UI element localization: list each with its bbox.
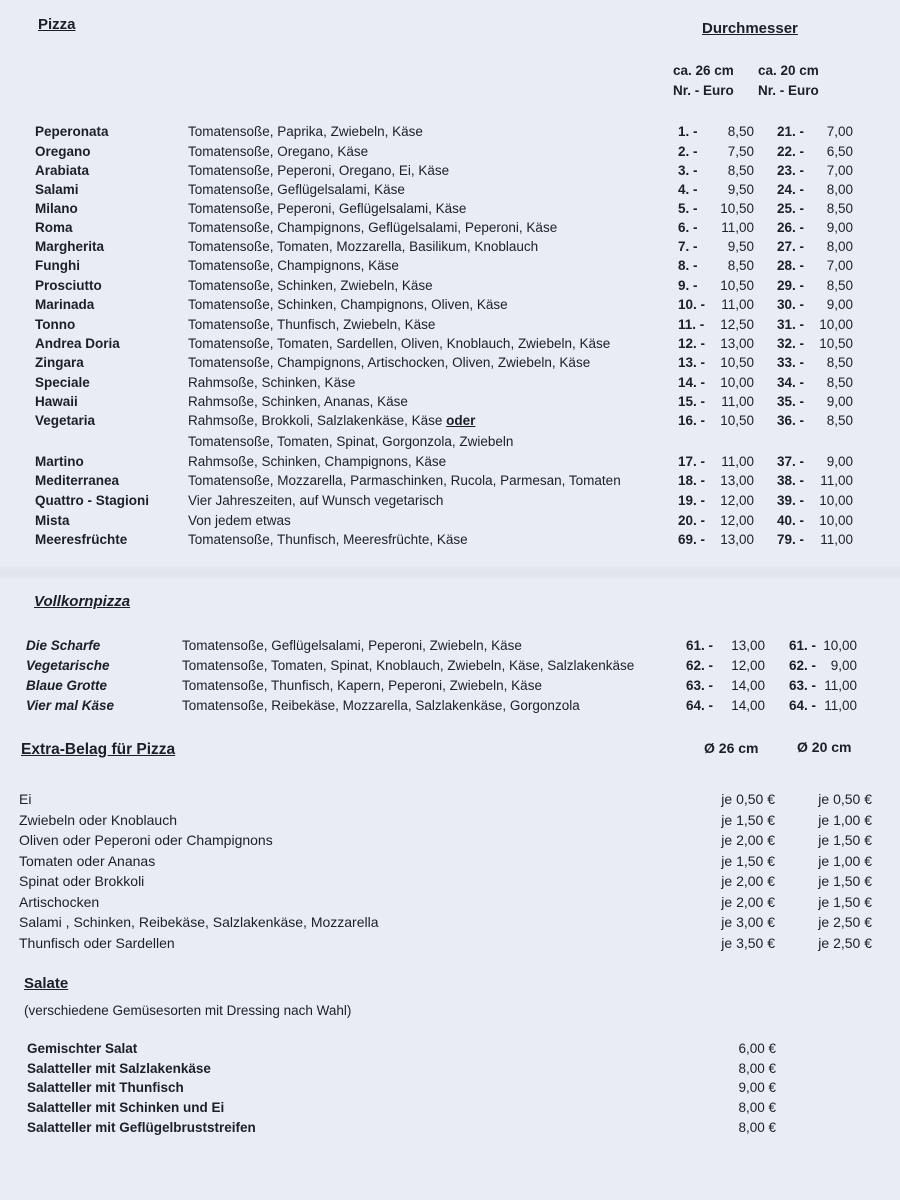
vollkorn-row	[0, 638, 900, 657]
pizza-name: Salami	[35, 182, 79, 197]
extra-name: Zwiebeln oder Knoblauch	[19, 812, 177, 828]
pizza-row	[0, 473, 900, 492]
pizza-price-small: 7,00	[826, 258, 853, 273]
pizza-price-large: 10,50	[720, 278, 754, 293]
pizza-name: Martino	[35, 454, 84, 469]
pizza-price-small: 6,50	[826, 144, 853, 159]
pizza-price-small: 11,00	[820, 532, 853, 547]
pizza-number-small: 30. -	[777, 297, 805, 312]
pizza-price-large: 8,50	[727, 163, 754, 178]
pizza-row	[0, 513, 900, 532]
pizza-price-large: 10,50	[720, 355, 754, 370]
pizza-price-large: 12,50	[720, 317, 754, 332]
pizza-number-small: 39. -	[777, 493, 805, 508]
pizza-description: Von jedem etwas	[188, 513, 291, 528]
pizza-number-large: 17. -	[678, 454, 706, 469]
pizza-number-small: 22. -	[777, 144, 805, 159]
pizza-price-large: 7,50	[727, 144, 754, 159]
vollkorn-number-large: 64. -	[686, 698, 714, 713]
vollkorn-number-small: 61. -	[789, 638, 817, 653]
pizza-row	[0, 182, 900, 201]
vollkorn-price-large: 14,00	[731, 678, 765, 693]
vollkorn-price-small: 11,00	[824, 698, 857, 713]
vollkorn-name: Vier mal Käse	[26, 698, 115, 713]
vollkorn-row	[0, 678, 900, 697]
vollkorn-description: Tomatensoße, Thunfisch, Kapern, Peperoni, Zwiebeln, Käse	[182, 678, 542, 693]
pizza-row	[0, 201, 900, 220]
pizza-number-small: 23. -	[777, 163, 805, 178]
pizza-name: Mediterranea	[35, 473, 120, 488]
pizza-number-large: 15. -	[678, 394, 706, 409]
vollkorn-price-large: 14,00	[731, 698, 765, 713]
vollkorn-price-large: 13,00	[731, 638, 765, 653]
pizza-number-large: 3. -	[678, 163, 698, 178]
col2-subheading: Nr. - Euro	[758, 83, 819, 98]
pizza-number-small: 31. -	[777, 317, 805, 332]
pizza-row	[0, 493, 900, 512]
vollkorn-number-large: 62. -	[686, 658, 714, 673]
salad-name: Gemischter Salat	[27, 1041, 138, 1056]
pizza-description: Tomatensoße, Schinken, Zwiebeln, Käse	[188, 278, 433, 293]
pizza-row	[0, 239, 900, 258]
extra-col2-heading: Ø 20 cm	[797, 739, 852, 755]
salad-row	[0, 1061, 900, 1080]
pizza-price-small: 9,00	[826, 454, 853, 469]
pizza-price-small: 8,50	[826, 278, 853, 293]
pizza-row	[0, 163, 900, 182]
pizza-description: Vier Jahreszeiten, auf Wunsch vegetarisch	[188, 493, 444, 508]
pizza-name: Quattro - Stagioni	[35, 493, 149, 508]
pizza-number-large: 20. -	[678, 513, 706, 528]
pizza-row	[0, 220, 900, 239]
salad-price: 8,00 €	[738, 1100, 776, 1115]
extra-row	[0, 873, 900, 892]
pizza-number-small: 32. -	[777, 336, 805, 351]
pizza-price-large: 13,00	[720, 473, 754, 488]
extra-price-small: je 1,00 €	[818, 853, 872, 869]
pizza-number-large: 7. -	[678, 239, 698, 254]
pizza-row	[0, 394, 900, 413]
pizza-number-large: 16. -	[678, 413, 706, 428]
vollkorn-number-small: 63. -	[789, 678, 817, 693]
pizza-price-large: 10,00	[720, 375, 754, 390]
vollkorn-number-large: 61. -	[686, 638, 714, 653]
pizza-number-large: 5. -	[678, 201, 698, 216]
pizza-description: Tomatensoße, Peperoni, Oregano, Ei, Käse	[188, 163, 450, 178]
pizza-price-large: 13,00	[720, 532, 754, 547]
pizza-name: Meeresfrüchte	[35, 532, 128, 547]
pizza-title: Pizza	[38, 16, 76, 33]
pizza-price-small: 7,00	[826, 124, 853, 139]
pizza-row	[0, 317, 900, 336]
extra-row	[0, 832, 900, 851]
pizza-price-large: 8,50	[727, 258, 754, 273]
pizza-name: Funghi	[35, 258, 80, 273]
pizza-name: Peperonata	[35, 124, 109, 139]
pizza-number-large: 6. -	[678, 220, 698, 235]
pizza-number-small: 27. -	[777, 239, 805, 254]
pizza-description: Tomatensoße, Champignons, Artischocken, Oliven, Zwiebeln, Käse	[188, 355, 591, 370]
pizza-description: Rahmsoße, Schinken, Ananas, Käse	[188, 394, 408, 409]
pizza-price-small: 10,00	[819, 493, 853, 508]
extra-row	[0, 853, 900, 872]
extra-price-small: je 0,50 €	[818, 791, 872, 807]
pizza-name: Zingara	[35, 355, 84, 370]
extra-name: Thunfisch oder Sardellen	[19, 935, 175, 951]
pizza-price-large: 11,00	[721, 297, 754, 312]
pizza-number-small: 33. -	[777, 355, 805, 370]
pizza-number-large: 10. -	[678, 297, 706, 312]
pizza-description: Tomatensoße, Tomaten, Sardellen, Oliven, Knoblauch, Zwiebeln, Käse	[188, 336, 611, 351]
pizza-price-small: 9,00	[826, 220, 853, 235]
salad-row	[0, 1041, 900, 1060]
pizza-price-small: 8,50	[826, 413, 853, 428]
vollkorn-price-small: 11,00	[824, 678, 857, 693]
pizza-number-small: 34. -	[777, 375, 805, 390]
extra-name: Artischocken	[19, 894, 100, 910]
extra-price-large: je 1,50 €	[721, 812, 775, 828]
extra-price-large: je 3,50 €	[721, 935, 775, 951]
pizza-number-small: 79. -	[777, 532, 805, 547]
extra-row	[0, 791, 900, 810]
pizza-row	[0, 144, 900, 163]
pizza-price-large: 10,50	[720, 201, 754, 216]
pizza-row	[0, 297, 900, 316]
pizza-description: Tomatensoße, Tomaten, Mozzarella, Basilikum, Knoblauch	[188, 239, 539, 254]
pizza-number-small: 36. -	[777, 413, 805, 428]
salad-price: 9,00 €	[738, 1080, 776, 1095]
vollkorn-number-small: 62. -	[789, 658, 817, 673]
pizza-number-large: 8. -	[678, 258, 698, 273]
vollkorn-price-small: 9,00	[830, 658, 857, 673]
extra-name: Salami , Schinken, Reibekäse, Salzlakenkäse, Mozzarella	[19, 914, 379, 930]
vollkorn-description: Tomatensoße, Geflügelsalami, Peperoni, Zwiebeln, Käse	[182, 638, 522, 653]
pizza-description: Tomatensoße, Champignons, Käse	[188, 258, 399, 273]
extra-row	[0, 812, 900, 831]
extra-name: Tomaten oder Ananas	[19, 853, 156, 869]
pizza-price-large: 11,00	[721, 394, 754, 409]
pizza-name: Milano	[35, 201, 78, 216]
pizza-price-small: 10,00	[819, 513, 853, 528]
salad-row	[0, 1100, 900, 1119]
pizza-description: Tomatensoße, Champignons, Geflügelsalami, Peperoni, Käse	[188, 220, 558, 235]
pizza-description: Tomatensoße, Oregano, Käse	[188, 144, 369, 159]
pizza-name: Hawaii	[35, 394, 78, 409]
extra-price-small: je 1,50 €	[818, 873, 872, 889]
pizza-price-large: 8,50	[727, 124, 754, 139]
salad-price: 6,00 €	[738, 1041, 776, 1056]
pizza-name: Speciale	[35, 375, 90, 390]
pizza-description: Rahmsoße, Schinken, Käse	[188, 375, 356, 390]
extra-price-large: je 2,00 €	[721, 894, 775, 910]
pizza-name: Andrea Doria	[35, 336, 120, 351]
extra-price-large: je 2,00 €	[721, 832, 775, 848]
pizza-row	[0, 434, 900, 453]
pizza-description: Tomatensoße, Tomaten, Spinat, Gorgonzola, Zwiebeln	[188, 434, 514, 449]
col2-size: ca. 20 cm	[758, 63, 819, 78]
pizza-number-large: 11. -	[678, 317, 705, 332]
paper-fold	[0, 566, 900, 580]
salad-name: Salatteller mit Salzlakenkäse	[27, 1061, 211, 1076]
pizza-price-large: 9,50	[727, 182, 754, 197]
pizza-number-large: 18. -	[678, 473, 706, 488]
pizza-price-large: 12,00	[720, 513, 754, 528]
pizza-number-large: 69. -	[678, 532, 706, 547]
salad-price: 8,00 €	[738, 1120, 776, 1135]
extra-title: Extra-Belag für Pizza	[21, 741, 176, 758]
extra-price-small: je 2,50 €	[818, 935, 872, 951]
salate-title: Salate	[24, 975, 69, 992]
vollkorn-description: Tomatensoße, Reibekäse, Mozzarella, Salzlakenkäse, Gorgonzola	[182, 698, 580, 713]
pizza-number-large: 13. -	[678, 355, 706, 370]
extra-price-small: je 1,50 €	[818, 832, 872, 848]
vollkorn-price-small: 10,00	[823, 638, 857, 653]
pizza-number-small: 38. -	[777, 473, 805, 488]
pizza-row	[0, 278, 900, 297]
pizza-row	[0, 336, 900, 355]
extra-name: Spinat oder Brokkoli	[19, 873, 145, 889]
pizza-name: Arabiata	[35, 163, 90, 178]
pizza-price-small: 8,00	[826, 182, 853, 197]
salad-name: Salatteller mit Geflügelbruststreifen	[27, 1120, 256, 1135]
pizza-description: Tomatensoße, Paprika, Zwiebeln, Käse	[188, 124, 423, 139]
col1-subheading: Nr. - Euro	[673, 83, 734, 98]
pizza-number-small: 37. -	[777, 454, 805, 469]
pizza-price-small: 11,00	[820, 473, 853, 488]
pizza-number-small: 40. -	[777, 513, 805, 528]
extra-price-large: je 0,50 €	[721, 791, 775, 807]
extra-name: Oliven oder Peperoni oder Champignons	[19, 832, 273, 848]
salad-price: 8,00 €	[738, 1061, 776, 1076]
salate-subtitle: (verschiedene Gemüsesorten mit Dressing nach Wahl)	[24, 1003, 352, 1018]
salad-row	[0, 1120, 900, 1139]
pizza-price-large: 10,50	[720, 413, 754, 428]
vollkorn-name: Blaue Grotte	[26, 678, 108, 693]
pizza-price-large: 12,00	[720, 493, 754, 508]
pizza-row	[0, 355, 900, 374]
pizza-price-large: 13,00	[720, 336, 754, 351]
extra-row	[0, 914, 900, 933]
salad-name: Salatteller mit Schinken und Ei	[27, 1100, 225, 1115]
vegetaria-oder: oder	[446, 413, 476, 428]
pizza-description: Rahmsoße, Schinken, Champignons, Käse	[188, 454, 447, 469]
pizza-price-small: 7,00	[826, 163, 853, 178]
extra-price-large: je 3,00 €	[721, 914, 775, 930]
pizza-description: Tomatensoße, Peperoni, Geflügelsalami, Käse	[188, 201, 467, 216]
pizza-description: Rahmsoße, Brokkoli, Salzlakenkäse, Käse oder	[188, 413, 476, 428]
pizza-number-large: 12. -	[678, 336, 706, 351]
pizza-price-small: 8,50	[826, 375, 853, 390]
pizza-price-small: 10,50	[819, 336, 853, 351]
pizza-price-large: 9,50	[727, 239, 754, 254]
pizza-number-small: 26. -	[777, 220, 805, 235]
pizza-number-large: 2. -	[678, 144, 698, 159]
pizza-name: Prosciutto	[35, 278, 102, 293]
vollkorn-title: Vollkornpizza	[34, 593, 131, 610]
pizza-price-large: 11,00	[721, 454, 754, 469]
pizza-number-large: 14. -	[678, 375, 706, 390]
pizza-row	[0, 124, 900, 143]
pizza-price-small: 8,00	[826, 239, 853, 254]
pizza-name: Marinada	[35, 297, 95, 312]
extra-price-small: je 1,50 €	[818, 894, 872, 910]
pizza-row	[0, 413, 900, 432]
pizza-name: Tonno	[35, 317, 76, 332]
pizza-price-small: 9,00	[826, 394, 853, 409]
pizza-number-small: 21. -	[777, 124, 805, 139]
pizza-number-large: 4. -	[678, 182, 698, 197]
col1-size: ca. 26 cm	[673, 63, 734, 78]
pizza-description: Tomatensoße, Mozzarella, Parmaschinken, Rucola, Parmesan, Tomaten	[188, 473, 621, 488]
pizza-name: Vegetaria	[35, 413, 96, 428]
vollkorn-row	[0, 658, 900, 677]
pizza-number-large: 1. -	[678, 124, 698, 139]
pizza-number-small: 25. -	[777, 201, 805, 216]
pizza-number-small: 24. -	[777, 182, 805, 197]
vollkorn-description: Tomatensoße, Tomaten, Spinat, Knoblauch, Zwiebeln, Käse, Salzlakenkäse	[182, 658, 635, 673]
pizza-row	[0, 375, 900, 394]
pizza-price-small: 10,00	[819, 317, 853, 332]
extra-price-large: je 2,00 €	[721, 873, 775, 889]
pizza-number-small: 29. -	[777, 278, 805, 293]
extra-price-small: je 1,00 €	[818, 812, 872, 828]
extra-col1-heading: Ø 26 cm	[704, 740, 759, 756]
pizza-price-small: 8,50	[826, 201, 853, 216]
extra-row	[0, 935, 900, 954]
salad-row	[0, 1080, 900, 1099]
pizza-name: Margherita	[35, 239, 105, 254]
extra-price-large: je 1,50 €	[721, 853, 775, 869]
extra-name: Ei	[19, 791, 32, 807]
vollkorn-name: Vegetarische	[26, 658, 110, 673]
pizza-description: Tomatensoße, Schinken, Champignons, Oliven, Käse	[188, 297, 508, 312]
pizza-description: Tomatensoße, Thunfisch, Meeresfrüchte, Käse	[188, 532, 468, 547]
vollkorn-row	[0, 698, 900, 717]
salad-name: Salatteller mit Thunfisch	[27, 1080, 184, 1095]
pizza-description: Tomatensoße, Thunfisch, Zwiebeln, Käse	[188, 317, 436, 332]
extra-price-small: je 2,50 €	[818, 914, 872, 930]
durchmesser-heading: Durchmesser	[702, 20, 798, 37]
vollkorn-number-small: 64. -	[789, 698, 817, 713]
pizza-row	[0, 258, 900, 277]
vollkorn-price-large: 12,00	[731, 658, 765, 673]
pizza-name: Roma	[35, 220, 73, 235]
pizza-price-small: 8,50	[826, 355, 853, 370]
pizza-row	[0, 454, 900, 473]
pizza-number-large: 19. -	[678, 493, 706, 508]
pizza-row	[0, 532, 900, 551]
pizza-number-small: 35. -	[777, 394, 805, 409]
pizza-description: Tomatensoße, Geflügelsalami, Käse	[188, 182, 405, 197]
vollkorn-name: Die Scharfe	[26, 638, 101, 653]
pizza-number-large: 9. -	[678, 278, 698, 293]
pizza-name: Oregano	[35, 144, 91, 159]
extra-row	[0, 894, 900, 913]
pizza-price-small: 9,00	[826, 297, 853, 312]
pizza-price-large: 11,00	[721, 220, 754, 235]
vollkorn-number-large: 63. -	[686, 678, 714, 693]
pizza-name: Mista	[35, 513, 70, 528]
pizza-number-small: 28. -	[777, 258, 805, 273]
